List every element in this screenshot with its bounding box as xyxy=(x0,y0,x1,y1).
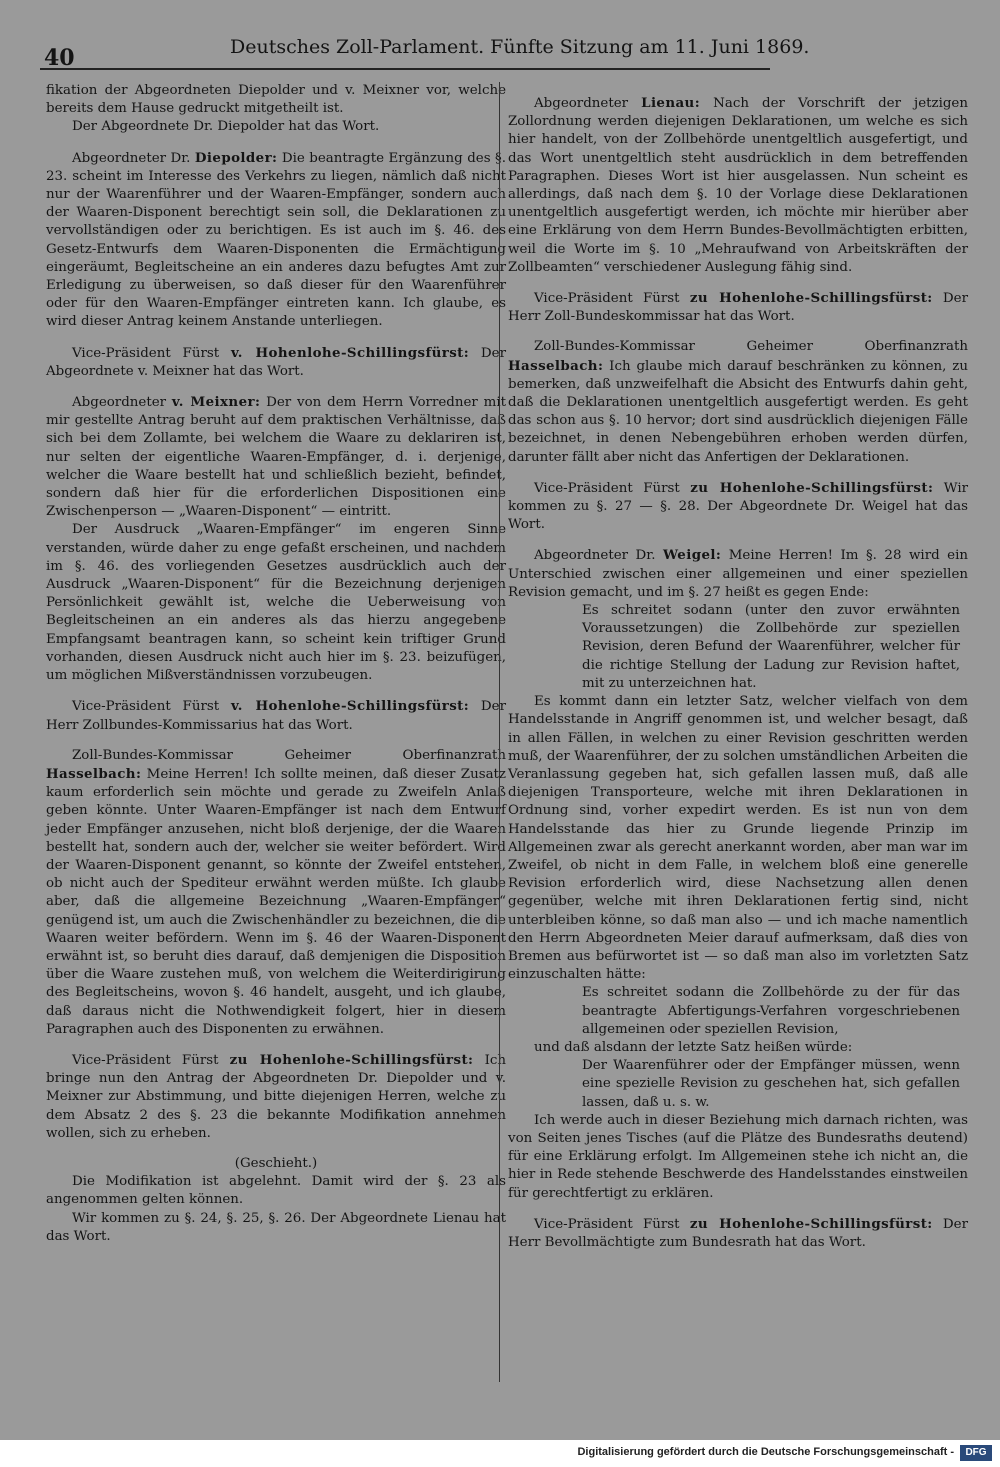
speech-paragraph xyxy=(508,289,968,326)
speech-paragraph xyxy=(508,546,968,602)
speaker-role: Vice-Präsident Fürst xyxy=(72,699,231,715)
speech-paragraph xyxy=(46,149,506,332)
speaker-name: v. Hohenlohe-Schillingsfürst: xyxy=(230,698,470,715)
column-divider xyxy=(499,82,500,1382)
speech-paragraph xyxy=(508,338,968,466)
speaker-role: Abgeordneter Dr. xyxy=(534,548,663,564)
speaker-role: Vice-Präsident Fürst xyxy=(534,480,691,496)
speech-text: Die beantragte Ergänzung des §. 23. scheint im Interesse des Verkehrs zu liegen, nämlich daß nicht nur der Waarenführer und der Waaren-Empfänger, sondern auch der Waaren-Disponent berechtigt sein soll, die Deklarationen zu vervollständigen oder zu berichtigen. Es ist auch im §. 46. des Gesetz-Entwurfs dem Waaren-Disponenten die Ermächtigung eingeräumt, Begleitscheine an ein anderes dazu befugtes Amt zur Erledigung zu überweisen, so daß dieser für den Waarenführer oder für den Waaren-Empfänger eintreten kann. Ich glaube, es wird dieser Antrag keinem Anstande unterliegen. xyxy=(46,150,506,330)
page-number: 40 xyxy=(44,45,75,71)
speaker-name: zu Hohenlohe-Schillingsfürst: xyxy=(689,290,933,307)
speech-paragraph xyxy=(46,393,506,521)
header-rule xyxy=(40,68,770,70)
speaker-role: Vice-Präsident Fürst xyxy=(534,291,690,307)
speaker-role: Zoll-Bundes-Kommissar Geheimer Oberfinanzrath xyxy=(534,339,968,355)
running-head: Deutsches Zoll-Parlament. Fünfte Sitzung am 11. Juni 1869. xyxy=(230,36,810,58)
speech-paragraph xyxy=(508,479,968,535)
speaker-role: Vice-Präsident Fürst xyxy=(72,1052,230,1068)
speaker-name: Lienau: xyxy=(641,95,701,111)
speaker-name: v. Hohenlohe-Schillingsfürst: xyxy=(230,344,470,361)
speech-text: Der von dem Herrn Vorredner mit mir gestellte Antrag beruht auf dem praktischen Verhältnisse, daß sich bei dem Zollamte, bei welchem die Waare zu deklariren ist, nur selten der eigentliche Waaren-Empfänger, d. i. derjenige, welcher die Waare bestellt hat und schließlich bezieht, befindet, sondern daß hier für die erforderlichen Dispositionen eine Zwischenperson — „Waaren-Disponent“ — eintritt. xyxy=(46,395,506,520)
speech-text: Der Herr Zollbundes-Kommissarius hat das Wort. xyxy=(46,699,506,733)
paragraph: Der Ausdruck „Waaren-Empfänger“ im engeren Sinne verstanden, würde daher zu enge gefaßt erscheinen, und nachdem im §. 46. des vorliegenden Gesetzes ausdrücklich auch der Ausdruck „Waaren-Disponent“ für die Bezeichnung derjenigen Persönlichkeit gewählt ist, welche die Ueberweisung von Begleitscheinen an ein anderes als das hierzu angegebene Empfangsamt beantragen kann, so scheint kein triftiger Grund vorhanden, diesen Ausdruck nicht auch hier im §. 23. beizufügen, um möglichen Mißverständnissen vorzubeugen. xyxy=(46,522,506,684)
speech-text: Meine Herren! Im §. 28 wird ein Unterschied zwischen einer allgemeinen und einer speziellen Revision gemacht, und im §. 27 heißt es gegen Ende: xyxy=(508,548,969,600)
paragraph: Der Abgeordnete Dr. Diepolder hat das Wort. xyxy=(72,119,380,135)
speaker-name: zu Hohenlohe-Schillingsfürst: xyxy=(689,1215,933,1232)
speaker-role: Vice-Präsident Fürst xyxy=(534,1216,690,1232)
speech-text: Der Abgeordnete v. Meixner hat das Wort. xyxy=(46,345,506,379)
quoted-passage: Es schreitet sodann (unter den zuvor erwähnten Voraussetzungen) die Zollbehörde zur speziellen Revision, deren Befund der Waarenführer, welcher für die richtige Stellung der Ladung zur Revision haftet, mit zu unterzeichnen hat. xyxy=(582,603,960,691)
speech-paragraph xyxy=(46,1051,506,1143)
speech-paragraph xyxy=(46,697,506,734)
speaker-name: Hasselbach: xyxy=(46,765,142,782)
speaker-name: Weigel: xyxy=(662,547,722,564)
quoted-passage: Der Waarenführer oder der Empfänger müssen, wenn eine spezielle Revision zu geschehen hat, sich gefallen lassen, daß u. s. w. xyxy=(582,1058,960,1110)
speech-text: Ich bringe nun den Antrag der Abgeordneten Dr. Diepolder und v. Meixner zur Abstimmung, und bitte diejenigen Herren, welche zu dem Absatz 2 des §. 23 die bekannte Modifikation annehmen wollen, sich zu erheben. xyxy=(46,1052,506,1141)
quoted-passage: Es schreitet sodann die Zollbehörde zu der für das beantragte Abfertigungs-Verfahren vorgeschriebenen allgemeinen oder speziellen Revision, xyxy=(582,985,960,1037)
speaker-name: zu Hohenlohe-Schillingsfürst: xyxy=(690,479,934,496)
speech-text: Wir kommen zu §. 27 — §. 28. Der Abgeordnete Dr. Weigel hat das Wort. xyxy=(508,480,968,533)
right-column xyxy=(508,82,968,1252)
page-header xyxy=(40,28,810,71)
continued-paragraph: fikation der Abgeordneten Diepolder und v. Meixner vor, welche bereits dem Hause gedruckt mitgetheilt ist. xyxy=(46,83,506,117)
speaker-role: Zoll-Bundes-Kommissar Geheimer Oberfinanzrath xyxy=(72,747,506,763)
speech-text: Nach der Vorschrift der jetzigen Zollordnung werden diejenigen Deklarationen, um welche es sich hier handelt, von der Zollbehörde unentgeltlich ausgefertigt, und das Wort unentgeltlich steht ausdrücklich in dem betreffenden Paragraphen. Dieses Wort ist hier ausgelassen. Nun scheint es allerdings, daß nach dem §. 10 der Vorlage diese Deklarationen unentgeltlich ausgefertigt werden, ich möchte mir hierüber aber eine Erklärung von dem Herrn Bundes-Bevollmächtigten erbitten, weil die Worte im §. 10 „Mehraufwand von Arbeitskräften der Zollbeamten“ verschiedener Auslegung fähig sind. xyxy=(508,96,968,275)
speech-text: Ich glaube mich darauf beschränken zu können, zu bemerken, daß unzweifelhaft die Absicht des Entwurfs dahin geht, daß die Deklarationen unentgeltlich ausgefertigt werden. Es geht das schon aus §. 10 hervor; dort sind ausdrücklich diejenigen Fälle bezeichnet, in denen Nebengebühren erhoben werden dürfen, darunter fällt aber nicht das Anfertigen der Deklarationen. xyxy=(508,358,968,465)
paragraph: Es kommt dann ein letzter Satz, welcher vielfach von dem Handelsstande in Angriff genommen ist, und welcher besagt, daß in allen Fällen, in welchen zu einer Revision geschritten werden muß, der Waarenführer, der zu solchen umständlichen Arbeiten die Veranlassung gegeben hat, sich gefallen lassen muß, daß alle diejenigen Transporteure, welche mit ihren Deklarationen in Ordnung sind, vorher expedirt werden. Es ist nun von dem Handelsstande das hier zu Grunde liegende Prinzip im Allgemeinen zwar als gerecht anerkannt worden, aber man war im Zweifel, ob nicht in dem Falle, in welchem bloß eine generelle Revision erforderlich wird, diese Nachsetzung allen denen gegenüber, welche mit ihren Deklarationen fertig sind, nicht unterbleiben könne, so daß man also — und ich mache namentlich den Herrn Abgeordneten Meier darauf aufmerksam, daß dies von Bremen aus befürwortet ist — so daß man also im vorletzten Satz einzuschalten hätte: xyxy=(508,694,968,983)
speech-text: Der Herr Zoll-Bundeskommissar hat das Wort. xyxy=(508,291,968,325)
speech-text: Meine Herren! Ich sollte meinen, daß dieser Zusatz kaum erforderlich sein möchte und gerade zu Zweifeln Anlaß geben könnte. Unter Waaren-Empfänger ist nach dem Entwurf jeder Empfänger anzusehen, nicht bloß derjenige, der die Waaren bestellt hat, sondern auch der, welcher sie weiter befördert. Wird der Waaren-Disponent genannt, so könnte der Zweifel entstehen, ob nicht auch der Spediteur erwähnt werden müßte. Ich glaube aber, daß die allgemeine Bezeichnung „Waaren-Empfänger“ genügend ist, um auch die Zwischenhändler zu bezeichnen, die die Waaren weiter befördern. Wenn im §. 46 der Waaren-Disponent erwähnt ist, so beruht dies darauf, daß demjenigen die Disposition über die Waare zustehen muß, von welchem die Weiterdirigirung des Begleitscheins, wovon §. 46 handelt, ausgeht, und ich glaube, daß daraus nicht die Nothwendigkeit folgert, hier in diesem Paragraphen auch des Disponenten zu erwähnen. xyxy=(46,766,506,1037)
funding-credit: Digitalisierung gefördert durch die Deutsche Forschungsgemeinschaft - xyxy=(577,1446,954,1458)
paragraph: und daß alsdann der letzte Satz heißen würde: xyxy=(534,1039,853,1055)
speech-paragraph xyxy=(508,94,968,277)
speech-paragraph xyxy=(46,747,506,1039)
speaker-name: zu Hohenlohe-Schillingsfürst: xyxy=(229,1051,474,1068)
speaker-role: Abgeordneter xyxy=(72,395,172,411)
speech-text: Der Herr Bevollmächtigte zum Bundesrath hat das Wort. xyxy=(508,1216,968,1250)
speaker-name: Hasselbach: xyxy=(508,357,604,374)
speaker-name: Diepolder: xyxy=(194,149,278,166)
speech-paragraph xyxy=(508,1215,968,1252)
paragraph: Wir kommen zu §. 24, §. 25, §. 26. Der Abgeordnete Lienau hat das Wort. xyxy=(46,1210,506,1244)
dfg-logo: DFG xyxy=(960,1445,992,1461)
paragraph: Die Modifikation ist abgelehnt. Damit wird der §. 23 als angenommen gelten können. xyxy=(46,1174,506,1208)
speaker-role: Vice-Präsident Fürst xyxy=(72,345,231,361)
speaker-name: v. Meixner: xyxy=(171,394,261,411)
left-column xyxy=(46,82,506,1246)
stage-note: (Geschieht.) xyxy=(234,1155,318,1171)
speaker-role: Abgeordneter xyxy=(534,96,642,111)
speaker-role: Abgeordneter Dr. xyxy=(72,150,195,166)
paragraph: Ich werde auch in dieser Beziehung mich darnach richten, was von Seiten jenes Tisches (auf die Plätze des Bundesraths deutend) für eine Erklärung erfolgt. Im Allgemeinen stehe ich nicht an, die hier in Rede stehende Beschwerde des Handelsstandes einstweilen für gerechtfertigt zu erklären. xyxy=(508,1112,968,1201)
speech-paragraph xyxy=(46,344,506,381)
footer-bar xyxy=(0,1440,1000,1467)
